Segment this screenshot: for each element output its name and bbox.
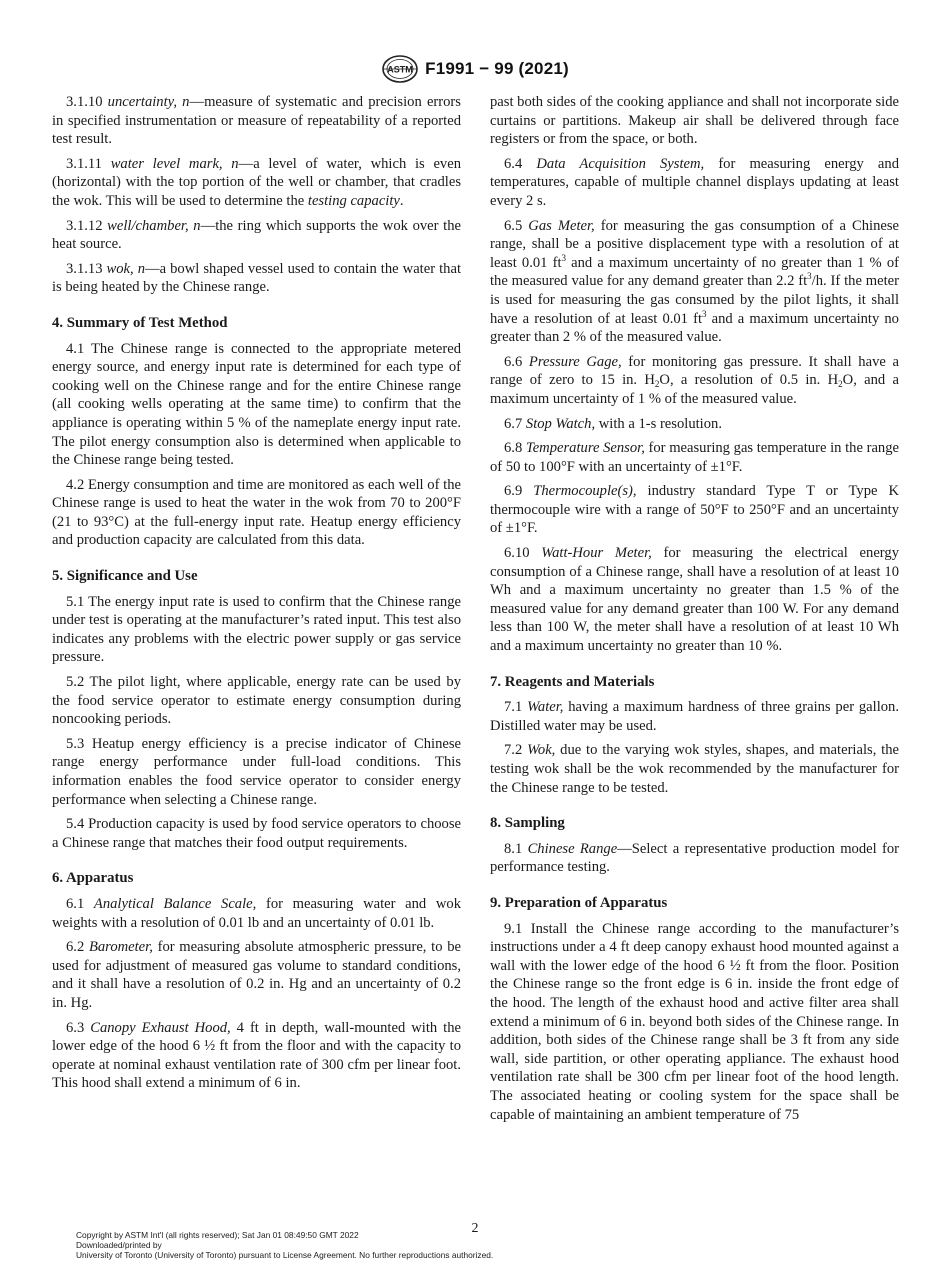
paragraph-6-3: 6.3 Canopy Exhaust Hood, 4 ft in depth, wall-mounted with the lower edge of the hood 6 ½ ft from the floor and with the capacity to operate at nominal exhaust ventilation rate of 300 cfm per linear foot. This hood shall extend a minimum of 6 in. <box>52 1019 461 1092</box>
paragraph-6-6: 6.6 Pressure Gage, for monitoring gas pressure. It shall have a range of zero to 15 in. $H_2O$, a resolution of 0.5 in. $H_2O$, and a maximum uncertainty of 1 % of the measured value. <box>490 353 899 407</box>
paragraph-6-10: 6.10 Watt-Hour Meter, for measuring the electrical energy consumption of a Chinese range, shall have a resolution of at least 10 Wh and a maximum uncertainty no greater than 1.5 % of the measured value for any demand greater than 100 W. For any demand less than 100 W, the meter shall have a resolution of at least 10 Wh and a maximum uncertainty no greater than 10 %. <box>490 545 899 655</box>
paragraph-8-1: 8.1 Chinese Range—Select a representative production model for performance testing. <box>490 840 899 876</box>
document-id: F1991 − 99 (2021) <box>425 59 569 78</box>
logo-text: ASTM <box>387 64 413 75</box>
right-column <box>490 93 899 1130</box>
left-column <box>52 93 461 1099</box>
paragraph-5-3: 5.3 Heatup energy efficiency is a precise indicator of Chinese range energy performance under full-load conditions. This information enables the food service operator to consider energy performance when selecting a Chinese range. <box>52 735 461 808</box>
paragraph-3-1-12: 3.1.12 well/chamber, n—the ring which supports the wok over the heat source. <box>52 217 461 253</box>
paragraph-5-2: 5.2 The pilot light, where applicable, energy rate can be used by the food service operator to estimate energy consumption during noncooking periods. <box>52 674 461 728</box>
astm-logo-icon <box>381 54 419 84</box>
section-heading-7: 7. Reagents and Materials <box>490 673 655 690</box>
paragraph-6-9: 6.9 Thermocouple(s), industry standard Type T or Type K thermocouple wire with a range of 50°F to 250°F and an uncertainty of ±1°F. <box>490 483 899 537</box>
paragraph-6-4: 6.4 Data Acquisition System, for measuring energy and temperatures, capable of multiple channel displays updating at least every 2 s. <box>490 155 900 209</box>
paragraph-3-1-11: 3.1.11 water level mark, n—a level of water, which is even (horizontal) with the top portion of the well or chamber, that cradles the wok. This will be used to determine the testing capacity. <box>52 155 461 209</box>
paragraph-4-2: 4.2 Energy consumption and time are monitored as each well of the Chinese range is used to heat the water in the wok from 70 to 200°F (21 to 93°C) at the full-energy input rate. Heatup energy efficiency and production capacity are calculated from this data. <box>52 476 461 549</box>
paragraph-6-8: 6.8 Temperature Sensor, for measuring gas temperature in the range of 50 to 100°F with an uncertainty of ±1°F. <box>490 440 900 475</box>
paragraph-5-1: 5.1 The energy input rate is used to confirm that the Chinese range under test is operating at the manufacturer’s rated input. This test also indicates any problems with the electric power supply or gas service pressure. <box>52 593 461 666</box>
paragraph-7-1: 7.1 Water, having a maximum hardness of three grains per gallon. Distilled water may be used. <box>490 699 899 734</box>
section-heading-5: 5. Significance and Use <box>52 568 198 585</box>
copyright-footer <box>76 1230 493 1261</box>
footer-line-license: University of Toronto (University of Toronto) pursuant to License Agreement. No further reproductions authorized. <box>76 1250 494 1261</box>
paragraph-6-3-continued: past both sides of the cooking appliance and shall not incorporate side curtains or partitions. Makeup air shall be delivered through face registers or from the space, or both. <box>490 94 899 148</box>
footer-line-copyright: Copyright by ASTM Int'l (all rights reserved); Sat Jan 01 08:49:50 GMT 2022 <box>76 1230 359 1240</box>
paragraph-6-2: 6.2 Barometer, for measuring absolute atmospheric pressure, to be used for adjustment of measured gas volume to standard conditions, and it shall have a resolution of 0.2 in. Hg and an uncertainty of 0.2 in. Hg. <box>52 939 461 1011</box>
section-heading-9: 9. Preparation of Apparatus <box>490 894 668 911</box>
paragraph-9-1: 9.1 Install the Chinese range according to the manufacturer’s instructions under a 4 ft deep canopy exhaust hood mounted against a wall with the lower edge of the hood 6 ½ ft from the floor. Position the Chinese range so the front edge is 6 in. inside the front edge of the hood. The length of the exhaust hood and active filter area shall extend a minimum of 6 in. beyond both sides of the Chinese range. In addition, both sides of the Chinese range shall be 3 ft from any side wall, side partition, or other operating appliance. The exhaust hood ventilation rate shall be 300 cfm per linear foot of the hood length. The associated heating or cooling system for the space shall be capable of maintaining an ambient temperature of 75 <box>490 920 899 1123</box>
paragraph-7-2: 7.2 Wok, due to the varying wok styles, shapes, and materials, the testing wok shall be the wok recommended by the manufacturer for the Chinese range to be tested. <box>490 742 899 796</box>
page-number: 2 <box>471 1221 479 1236</box>
section-heading-8: 8. Sampling <box>490 815 565 832</box>
paragraph-6-7: 6.7 Stop Watch, with a 1-s resolution. <box>504 415 722 432</box>
section-heading-6: 6. Apparatus <box>52 870 134 887</box>
paragraph-3-1-13: 3.1.13 wok, n—a bowl shaped vessel used to contain the water that is being heated by the Chinese range. <box>52 260 461 296</box>
paragraph-4-1: 4.1 The Chinese range is connected to the appropriate metered energy source, and energy input rate is determined for each type of cooking well on the Chinese range and for the entire Chinese range (all cooking wells operating at the same time) to confirm that the appliance is operating within 5 % of the nameplate energy input rate. The pilot energy consumption also is determined when applicable to the Chinese range being tested. <box>52 340 461 469</box>
section-heading-4: 4. Summary of Test Method <box>52 314 228 331</box>
page-header <box>0 52 950 86</box>
paragraph-6-1: 6.1 Analytical Balance Scale, for measuring water and wok weights with a resolution of 0.01 lb and an uncertainty of 0.01 lb. <box>52 895 462 931</box>
paragraph-5-4: 5.4 Production capacity is used by food service operators to choose a Chinese range that matches their food output requirements. <box>52 816 461 851</box>
footer-line-downloaded: Downloaded/printed by <box>76 1240 162 1251</box>
paragraph-3-1-10: 3.1.10 uncertainty, n—measure of systematic and precision errors in specified instrumentation or measure of repeatability of a reported test result. <box>52 94 461 148</box>
paragraph-6-5: 6.5 Gas Meter, for measuring the gas consumption of a Chinese range, shall be a positive displacement type with a resolution of at least 0.01 $ft^3$ and a maximum uncertainty of no greater than 1 % of the measured value for any demand greater than 2.2 $ft^3/h$. If the meter is used for measuring the gas consumed by the pilot lights, it shall have a resolution of at least 0.01 $ft^3$ and a maximum uncertainty no greater than 2 % of the measured value. <box>490 217 900 346</box>
